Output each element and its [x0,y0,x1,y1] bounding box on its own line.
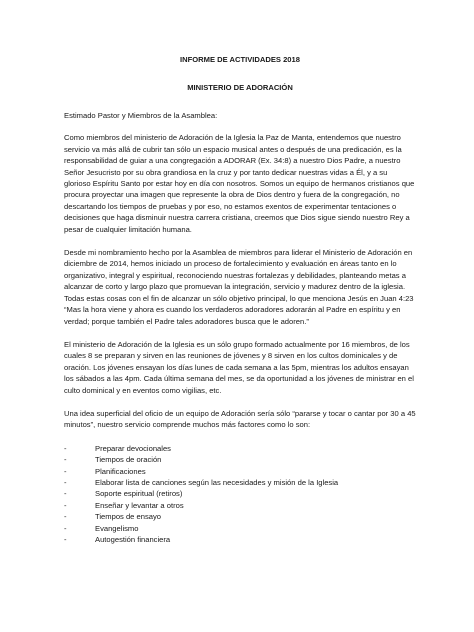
list-dash: - [64,477,67,487]
list-item-label: Preparar devocionales [95,443,171,453]
list-item [64,466,416,477]
greeting: Estimado Pastor y Miembros de la Asamblea: [64,111,218,120]
list-dash: - [64,523,67,533]
list-item-label: Autogestión financiera [95,535,171,544]
list-dash: - [64,455,67,465]
list-dash: - [64,512,67,522]
list-item-label: Tiempos de ensayo [95,512,161,522]
list-dash: - [64,466,67,476]
paragraph-4: Una idea superficial del oficio de un equipo de Adoración sería sólo “pararse y tocar o cantar por 30 a 45 minutos”, nuestro servicio comprende muchos más factores como lo son: [64,408,416,430]
list-dash: - [64,535,67,544]
list-dash: - [64,443,67,453]
list-item [64,511,416,522]
list-item [64,443,416,454]
list-item-label: Evangelismo [95,523,139,533]
list-dash: - [64,500,67,510]
list-item-label: Tiempos de oración [95,455,162,465]
list-item [64,534,416,545]
list-item [64,488,416,499]
list-item [64,523,416,534]
list-item [64,454,416,465]
paragraph-3: El ministerio de Adoración de la Iglesia es un sólo grupo formado actualmente por 16 miembros, de los cuales 8 se preparan y sirven en las reuniones de jóvenes y 8 sirven en los cultos dominicales y de oración. Los jóvenes ensayan los días lunes de cada semana a las 5pm, mientras los adultos ensayan los sábados a las 4pm. Cada última semana del mes, se da oportunidad a los jóvenes de ministrar en el culto dominical y en eventos como vigilias, etc. [64,339,414,395]
list-item-label: Enseñar y levantar a otros [95,500,184,510]
list-item [64,500,416,511]
paragraph-1: Como miembros del ministerio de Adoración de la Iglesia la Paz de Manta, entendemos que nuestro servicio va más allá de cubrir tan sólo un espacio musical antes o después de una predicación, es la responsabilidad de guiar a una congregación a ADORAR (Ex. 34:8) a nuestro Dios Padre, a nuestro Señor Jesucristo por su obra grandiosa en la cruz y por tanto dedicar nuestras vidas a Él, y a su glorioso Espíritu Santo por estar hoy en día con nosotros. Somos un equipo de hermanos cristianos que procura proyectar una imagen que represente la obra de Dios dentro y fuera de la congregación, no descartando los tiempos de pruebas y por eso, no estamos exentos de experimentar tentaciones o decisiones que haga disminuir nuestra carrera cristiana, creemos que Dios sigue siendo nuestro Rey a pesar de cualquier limitación humana. [64,133,415,234]
document-title: INFORME DE ACTIVIDADES 2018 [180,55,300,64]
list-item-label: Soporte espiritual (retiros) [95,489,183,499]
activities-list [64,443,416,546]
list-item-label: Planificaciones [95,466,146,476]
paragraph-2: Desde mi nombramiento hecho por la Asamblea de miembros para liderar el Ministerio de Adoración en diciembre de 2014, hemos iniciado un proceso de fortalecimiento y evaluación en áreas tanto en lo organizativo, integral y espiritual, reconociendo nuestras fortalezas y debilidades, planteando metas a alcanzar de corto y largo plazo que promuevan la integración, servicio y madurez dentro de la iglesia. Todas estas cosas con el fin de alcanzar un sólo objetivo principal, lo que menciona Jesús en Juan 4:23 “Mas la hora viene y ahora es cuando los verdaderos adoradores adorarán al Padre en espíritu y en verdad; porque también el Padre tales adoradores busca que le adoren.” [64,248,414,326]
list-dash: - [64,489,67,499]
document-subtitle: MINISTERIO DE ADORACIÓN [187,83,293,92]
list-item-label: Elaborar lista de canciones según las necesidades y misión de la Iglesia [95,477,339,487]
list-item [64,477,416,488]
